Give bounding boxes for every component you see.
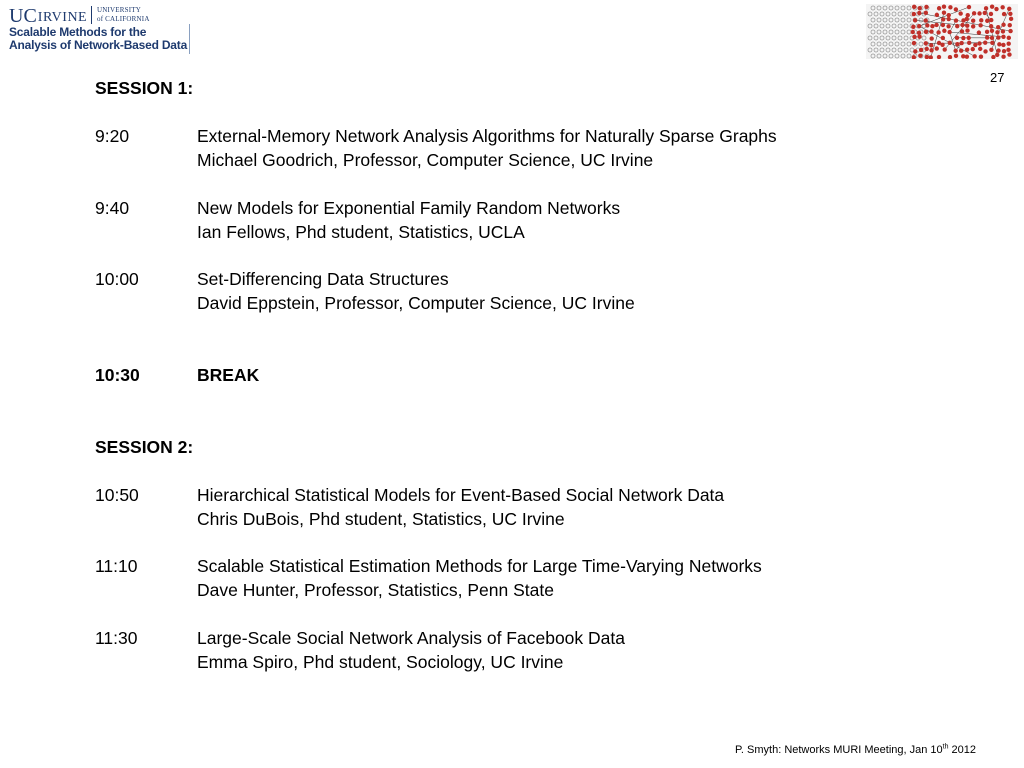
red-node bbox=[995, 30, 999, 34]
red-node bbox=[966, 13, 970, 17]
network-graph-image bbox=[866, 4, 1018, 59]
red-node bbox=[918, 6, 922, 10]
red-node bbox=[967, 41, 971, 45]
red-node bbox=[967, 5, 971, 9]
red-node bbox=[1001, 43, 1005, 47]
red-node bbox=[1008, 12, 1012, 16]
red-node bbox=[929, 48, 933, 52]
red-node bbox=[967, 36, 971, 40]
talk-time: 9:20 bbox=[95, 126, 130, 146]
footer-suffix: 2012 bbox=[948, 744, 977, 756]
logo-wordmark bbox=[9, 4, 87, 26]
red-node bbox=[940, 43, 944, 47]
logo-project-title bbox=[9, 26, 187, 51]
red-node bbox=[983, 49, 987, 53]
session1-heading: SESSION 1: bbox=[95, 78, 194, 98]
red-node bbox=[948, 41, 952, 45]
red-node bbox=[1007, 7, 1011, 11]
red-node bbox=[984, 6, 988, 10]
logo-divider bbox=[91, 6, 92, 24]
red-node bbox=[917, 11, 921, 15]
red-node bbox=[965, 54, 969, 58]
red-node bbox=[990, 36, 994, 40]
red-node bbox=[978, 23, 982, 27]
talk-speaker: Ian Fellows, Phd student, Statistics, UCLA bbox=[197, 222, 525, 242]
red-node bbox=[930, 24, 934, 28]
talk-title: Hierarchical Statistical Models for Event-Based Social Network Data bbox=[197, 485, 725, 505]
red-node bbox=[941, 23, 945, 27]
red-node bbox=[917, 31, 921, 35]
red-node bbox=[973, 43, 977, 47]
talk-time: 10:50 bbox=[95, 485, 139, 505]
red-node bbox=[925, 23, 929, 27]
red-node bbox=[985, 30, 989, 34]
red-node bbox=[924, 5, 928, 9]
red-node bbox=[1000, 5, 1004, 9]
red-node bbox=[989, 12, 993, 16]
red-node bbox=[929, 29, 933, 33]
red-node bbox=[937, 6, 941, 10]
red-node bbox=[912, 41, 916, 45]
red-node bbox=[954, 7, 958, 11]
red-node bbox=[958, 11, 962, 15]
red-node bbox=[996, 48, 1000, 52]
talk-title: New Models for Exponential Family Random Networks bbox=[197, 198, 621, 218]
talk-speaker: Dave Hunter, Professor, Statistics, Penn State bbox=[197, 580, 554, 600]
slide-number: 27 bbox=[990, 70, 1005, 85]
red-node bbox=[1006, 48, 1010, 52]
red-node bbox=[942, 4, 946, 8]
red-node bbox=[972, 11, 976, 15]
red-node bbox=[947, 13, 951, 17]
red-node bbox=[1007, 41, 1011, 45]
red-node bbox=[959, 49, 963, 53]
red-node bbox=[925, 47, 929, 51]
red-node bbox=[948, 5, 952, 9]
red-node bbox=[929, 43, 933, 47]
red-node bbox=[911, 30, 915, 34]
red-node bbox=[955, 42, 959, 46]
red-node bbox=[994, 7, 998, 11]
logo-uc: UC bbox=[9, 5, 37, 27]
red-node bbox=[935, 13, 939, 17]
red-node bbox=[960, 23, 964, 27]
red-node bbox=[917, 24, 921, 28]
red-node bbox=[961, 36, 965, 40]
red-node bbox=[955, 24, 959, 28]
red-node bbox=[1009, 17, 1013, 21]
red-node bbox=[913, 18, 917, 22]
red-node bbox=[912, 12, 916, 16]
red-node bbox=[965, 47, 969, 51]
red-node bbox=[996, 35, 1000, 39]
red-node bbox=[989, 24, 993, 28]
red-node bbox=[913, 49, 917, 53]
logo-title-line1: Scalable Methods for the bbox=[9, 25, 147, 39]
logo-irvine: IRVINE bbox=[37, 10, 88, 25]
talk-title: External-Memory Network Analysis Algorithms for Naturally Sparse Graphs bbox=[197, 126, 777, 146]
red-node bbox=[941, 36, 945, 40]
ucirvine-logo bbox=[9, 4, 199, 54]
red-node bbox=[996, 25, 1000, 29]
red-node bbox=[911, 25, 915, 29]
red-node bbox=[947, 30, 951, 34]
red-node bbox=[971, 18, 975, 22]
talk-speaker: Chris DuBois, Phd student, Statistics, UC Irvine bbox=[197, 509, 565, 529]
red-node bbox=[990, 29, 994, 33]
red-node bbox=[943, 47, 947, 51]
logo-university bbox=[97, 6, 150, 24]
red-node bbox=[978, 47, 982, 51]
red-node bbox=[971, 24, 975, 28]
red-node bbox=[977, 11, 981, 15]
red-node bbox=[946, 24, 950, 28]
red-node bbox=[936, 30, 940, 34]
talk-speaker: David Eppstein, Professor, Computer Science, UC Irvine bbox=[197, 293, 635, 313]
red-node bbox=[977, 41, 981, 45]
red-node bbox=[955, 36, 959, 40]
red-node bbox=[960, 29, 964, 33]
talk-title: Scalable Statistical Estimation Methods for Large Time-Varying Networks bbox=[197, 556, 762, 576]
session2-heading: SESSION 2: bbox=[95, 437, 194, 457]
red-node bbox=[929, 36, 933, 40]
red-node bbox=[983, 11, 987, 15]
red-node bbox=[935, 46, 939, 50]
red-node bbox=[953, 49, 957, 53]
red-node bbox=[924, 30, 928, 34]
red-node bbox=[989, 18, 993, 22]
red-node bbox=[979, 55, 983, 59]
red-node bbox=[1001, 35, 1005, 39]
red-node bbox=[1001, 55, 1005, 59]
red-node bbox=[1007, 36, 1011, 40]
red-node bbox=[947, 17, 951, 21]
logo-title-line2: Analysis of Network-Based Data bbox=[9, 37, 188, 52]
red-node bbox=[1002, 12, 1006, 16]
red-node bbox=[918, 54, 922, 58]
talk-title: Set-Differencing Data Structures bbox=[197, 269, 449, 289]
red-node bbox=[1001, 23, 1005, 27]
red-node bbox=[1002, 49, 1006, 53]
red-node bbox=[954, 18, 958, 22]
red-node bbox=[972, 54, 976, 58]
red-node bbox=[990, 41, 994, 45]
red-node bbox=[912, 35, 916, 39]
red-node bbox=[995, 53, 999, 57]
red-node bbox=[919, 48, 923, 52]
red-node bbox=[965, 24, 969, 28]
talk-time: 9:40 bbox=[95, 198, 130, 218]
talk-speaker: Emma Spiro, Phd student, Sociology, UC Irvine bbox=[197, 652, 564, 672]
talk-title: Large-Scale Social Network Analysis of Facebook Data bbox=[197, 628, 625, 648]
talk-time: 10:00 bbox=[95, 269, 139, 289]
logo-univ-line1: UNIVERSITY bbox=[97, 6, 141, 14]
footer-citation bbox=[735, 743, 976, 757]
red-node bbox=[965, 28, 969, 32]
talk-speaker: Michael Goodrich, Professor, Computer Science, UC Irvine bbox=[197, 150, 654, 170]
red-node bbox=[917, 35, 921, 39]
red-node bbox=[959, 41, 963, 45]
red-node bbox=[977, 30, 981, 34]
logo-univ-line2: of CALIFORNIA bbox=[97, 15, 150, 23]
break-time: 10:30 bbox=[95, 365, 140, 385]
red-node bbox=[985, 35, 989, 39]
red-node bbox=[971, 47, 975, 51]
red-node bbox=[990, 4, 994, 8]
red-node bbox=[912, 5, 916, 9]
footer-sup: th bbox=[942, 743, 949, 751]
break-label: BREAK bbox=[197, 365, 260, 385]
red-node bbox=[1008, 29, 1012, 33]
red-node bbox=[924, 41, 928, 45]
talk-time: 11:10 bbox=[95, 556, 138, 576]
red-node bbox=[954, 54, 958, 58]
footer-prefix: P. Smyth: Networks MURI Meeting, Jan 10 bbox=[735, 744, 943, 756]
talk-time: 11:30 bbox=[95, 628, 138, 648]
red-node bbox=[997, 42, 1001, 46]
red-node bbox=[989, 48, 993, 52]
red-node bbox=[942, 10, 946, 14]
red-node bbox=[942, 29, 946, 33]
red-node bbox=[1008, 23, 1012, 27]
red-node bbox=[1007, 52, 1011, 56]
red-node bbox=[924, 11, 928, 15]
logo-rule bbox=[189, 24, 190, 54]
red-node bbox=[941, 17, 945, 21]
red-node bbox=[983, 40, 987, 44]
red-node bbox=[979, 18, 983, 22]
red-node bbox=[934, 23, 938, 27]
red-node bbox=[924, 18, 928, 22]
red-node bbox=[965, 17, 969, 21]
red-node bbox=[1001, 29, 1005, 33]
red-node bbox=[985, 19, 989, 23]
